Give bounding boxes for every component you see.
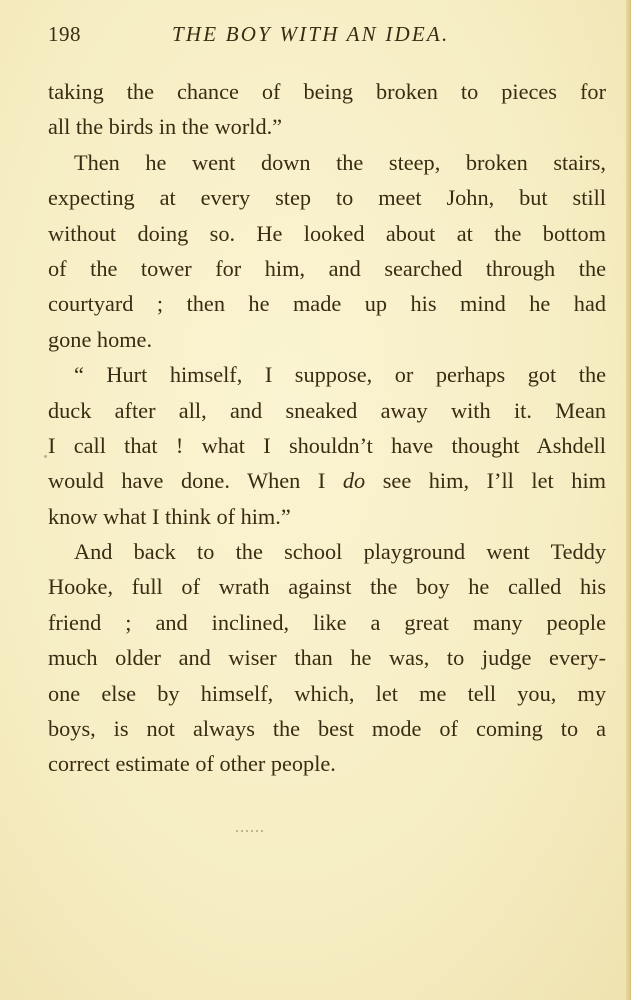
text-line: gone home. — [48, 326, 153, 352]
running-head: THE BOY WITH AN IDEA. — [172, 22, 450, 46]
text-line: without doing so. He looked about at the bottom — [48, 220, 606, 246]
ink-speck — [44, 455, 47, 458]
text-line: of the tower for him, and searched through the — [48, 255, 606, 281]
text-line: I call that ! what I shouldn’t have thought Ashdell — [48, 432, 606, 458]
page-blemish — [236, 830, 266, 832]
text-segment: see him, I’ll let him — [365, 468, 606, 494]
text-line-with-emphasis — [48, 463, 606, 498]
text-line: “ Hurt himself, I suppose, or perhaps got the — [74, 362, 606, 388]
text-line: correct estimate of other people. — [48, 751, 336, 777]
text-line: one else by himself, which, let me tell you, my — [48, 680, 606, 706]
page-edge — [626, 0, 631, 1000]
text-line: Then he went down the steep, broken stairs, — [74, 149, 606, 175]
text-segment: would have done. When I — [48, 468, 343, 494]
text-line: expecting at every step to meet John, but still — [48, 185, 606, 211]
text-line: And back to the school playground went Teddy — [74, 539, 606, 565]
text-line: know what I think of him.” — [48, 503, 291, 529]
text-line: friend ; and inclined, like a great many people — [48, 609, 606, 635]
text-line: duck after all, and sneaked away with it. Mean — [48, 397, 606, 423]
body-text — [48, 74, 606, 782]
text-line: all the birds in the world.” — [48, 114, 283, 140]
text-line: boys, is not always the best mode of coming to a — [48, 716, 606, 742]
text-line: taking the chance of being broken to pieces for — [48, 79, 606, 104]
page-number: 198 — [48, 22, 81, 46]
page-header — [48, 22, 608, 46]
text-line: courtyard ; then he made up his mind he had — [48, 291, 606, 317]
text-line: Hooke, full of wrath against the boy he called his — [48, 574, 606, 600]
text-line: much older and wiser than he was, to judge every- — [48, 645, 606, 671]
emphasis-word: do — [342, 468, 366, 494]
